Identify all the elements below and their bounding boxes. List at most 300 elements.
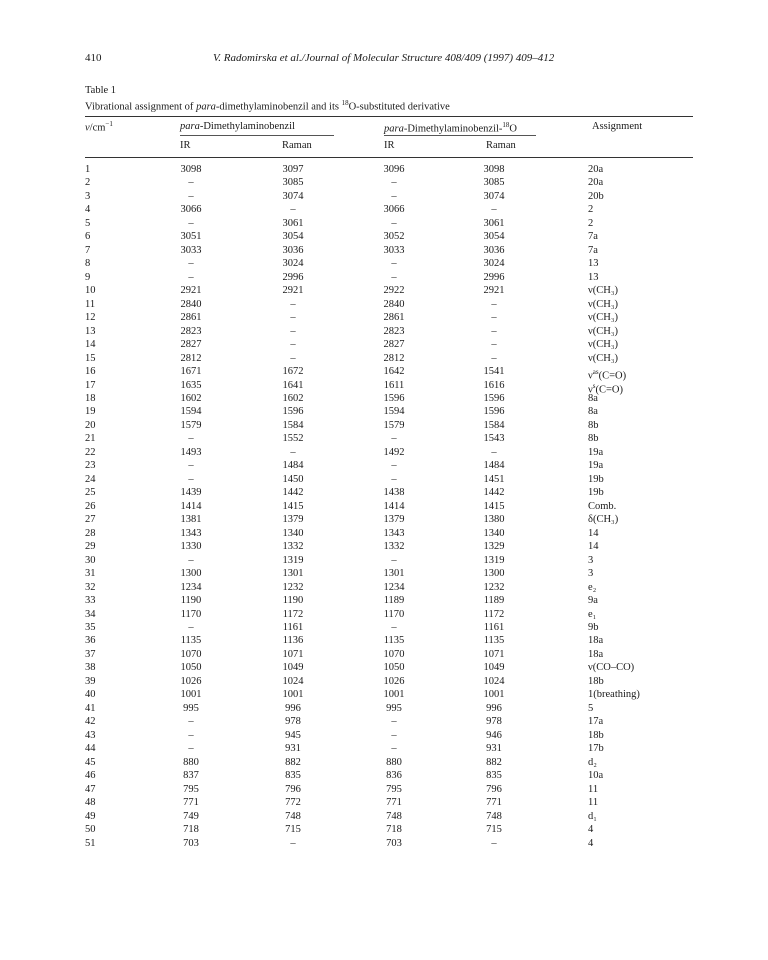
cell-raman-parent: 2996 (282, 271, 304, 283)
cell-ir-labelled: – (391, 729, 397, 741)
cell-raman-labelled: 3098 (483, 164, 505, 175)
cell-raman-labelled: – (491, 204, 497, 216)
cell-ir-parent: 1170 (180, 608, 202, 620)
cell-raman-parent: 978 (285, 716, 301, 728)
cell-ir-labelled: 1379 (383, 514, 405, 526)
cell-raman-labelled: 1616 (483, 379, 505, 391)
cell-row-number: 1 (85, 164, 91, 175)
cell-assignment: 11 (588, 783, 599, 795)
cell-raman-labelled: 3036 (483, 244, 505, 256)
cell-assignment: 13 (588, 258, 599, 270)
cell-ir-labelled: 1234 (383, 581, 405, 593)
cell-row-number: 50 (85, 824, 96, 836)
cell-raman-labelled: 771 (486, 797, 502, 809)
cell-row-number: 23 (85, 460, 96, 472)
cell-assignment: e₁ (588, 608, 597, 620)
cell-ir-parent: 1070 (180, 648, 202, 660)
cell-raman-labelled: 882 (486, 756, 502, 768)
cell-assignment: 4 (588, 824, 594, 836)
cell-row-number: 3 (85, 190, 91, 202)
cell-raman-labelled: 1329 (483, 541, 505, 553)
cell-row-number: 51 (85, 837, 96, 849)
cell-ir-parent: 3033 (180, 244, 202, 256)
cell-raman-labelled: 1596 (483, 392, 505, 404)
cell-ir-labelled: 1414 (383, 500, 405, 512)
cell-raman-parent: 3054 (282, 231, 304, 243)
cell-assignment: ν(CH₃) (588, 312, 618, 324)
cell-assignment: 17a (588, 716, 604, 728)
cell-raman-labelled: 3054 (483, 231, 505, 243)
cell-raman-labelled: – (491, 312, 497, 324)
cell-raman-labelled: 1049 (483, 662, 505, 674)
cell-ir-labelled: – (391, 217, 397, 229)
cell-ir-parent: 1026 (180, 675, 202, 687)
cell-row-number: 47 (85, 783, 96, 795)
cell-raman-parent: 1596 (282, 406, 304, 418)
cell-ir-labelled: 1492 (383, 446, 405, 458)
cell-raman-labelled: 715 (486, 824, 502, 836)
cell-ir-parent: – (188, 190, 194, 202)
cell-assignment: 20a (588, 164, 604, 175)
cell-ir-labelled: 836 (386, 770, 402, 782)
cell-row-number: 22 (85, 446, 96, 458)
cell-raman-parent: 3097 (282, 164, 304, 175)
cell-raman-parent: 1024 (282, 675, 304, 687)
cell-raman-parent: 882 (285, 756, 301, 768)
col-group-labelled: para-Dimethylaminobenzil-$^{18}$O (384, 121, 517, 135)
table-caption (85, 84, 450, 114)
cell-ir-labelled: – (391, 271, 397, 283)
cell-assignment: 19a (588, 460, 604, 472)
cell-ir-parent: 1381 (180, 514, 202, 526)
group-rule-labelled (384, 135, 536, 136)
cell-ir-parent: 2921 (180, 285, 202, 297)
cell-assignment: δ(CH₃) (588, 514, 619, 526)
cell-raman-labelled: 1596 (483, 406, 505, 418)
cell-row-number: 25 (85, 487, 96, 499)
cell-assignment: $\nu^s(C=O)$ (588, 381, 623, 396)
cell-ir-parent: 718 (183, 824, 199, 836)
cell-assignment: 8a (588, 406, 598, 418)
cell-ir-labelled: 1170 (383, 608, 405, 620)
cell-raman-labelled: 1319 (483, 554, 505, 566)
cell-ir-parent: 995 (183, 702, 199, 714)
cell-row-number: 48 (85, 797, 96, 809)
cell-raman-parent: 1641 (282, 379, 304, 391)
cell-ir-labelled: 1343 (383, 527, 405, 539)
cell-ir-labelled: 1026 (383, 675, 405, 687)
cell-ir-parent: – (188, 729, 194, 741)
cell-ir-labelled: 795 (386, 783, 402, 795)
cell-assignment: 2 (588, 217, 594, 229)
cell-raman-labelled: – (491, 352, 497, 364)
cell-assignment: 7a (588, 231, 598, 243)
cell-assignment: 18a (588, 635, 604, 647)
cell-raman-parent: 1001 (282, 689, 304, 701)
cell-row-number: 6 (85, 231, 91, 243)
cell-row-number: 20 (85, 419, 96, 431)
cell-assignment: d₂ (588, 756, 597, 768)
cell-raman-labelled: 3061 (483, 217, 505, 229)
cell-row-number: 44 (85, 743, 96, 755)
cell-assignment: 19b (588, 473, 604, 485)
cell-row-number: 18 (85, 392, 96, 404)
cell-ir-parent: 1493 (180, 446, 202, 458)
cell-ir-parent: 1671 (180, 366, 202, 378)
cell-ir-parent: 1594 (180, 406, 202, 418)
cell-raman-labelled: 1001 (483, 689, 505, 701)
cell-row-number: 13 (85, 325, 96, 337)
cell-raman-parent: – (290, 204, 296, 216)
cell-ir-labelled: 718 (386, 824, 402, 836)
cell-ir-parent: 1414 (180, 500, 202, 512)
cell-ir-labelled: – (391, 258, 397, 270)
cell-ir-labelled: 3033 (383, 244, 405, 256)
cell-assignment: 20a (588, 177, 604, 189)
cell-raman-labelled: 1161 (483, 621, 505, 633)
cell-ir-parent: 3098 (180, 164, 202, 175)
cell-raman-parent: 1584 (282, 419, 304, 431)
cell-raman-parent: 772 (285, 797, 301, 809)
cell-ir-parent: 880 (183, 756, 199, 768)
cell-raman-labelled: 1300 (483, 568, 505, 580)
col-header-raman-labelled: Raman (486, 140, 516, 151)
cell-row-number: 15 (85, 352, 96, 364)
cell-ir-labelled: 2840 (383, 298, 405, 310)
cell-ir-labelled: 995 (386, 702, 402, 714)
cell-assignment: 17b (588, 743, 604, 755)
cell-raman-parent: 1049 (282, 662, 304, 674)
cell-row-number: 4 (85, 204, 91, 216)
cell-row-number: 16 (85, 366, 96, 378)
cell-raman-parent: – (290, 325, 296, 337)
cell-ir-labelled: – (391, 621, 397, 633)
cell-ir-parent: – (188, 716, 194, 728)
cell-ir-labelled: 2922 (383, 285, 405, 297)
cell-raman-parent: 1232 (282, 581, 304, 593)
cell-ir-labelled: 1611 (383, 379, 405, 391)
cell-assignment: ν(CH₃) (588, 285, 618, 297)
cell-raman-labelled: 1071 (483, 648, 505, 660)
cell-ir-parent: – (188, 473, 194, 485)
cell-ir-parent: 795 (183, 783, 199, 795)
cell-row-number: 33 (85, 595, 96, 607)
cell-ir-labelled: – (391, 177, 397, 189)
cell-raman-labelled: 1232 (483, 581, 505, 593)
cell-ir-labelled: 1594 (383, 406, 405, 418)
cell-row-number: 39 (85, 675, 96, 687)
cell-assignment: ν(CH₃) (588, 298, 618, 310)
cell-row-number: 8 (85, 258, 91, 270)
cell-row-number: 24 (85, 473, 96, 485)
cell-ir-parent: – (188, 621, 194, 633)
cell-ir-labelled: 3096 (383, 164, 405, 175)
group-rule-parent (180, 135, 334, 136)
cell-ir-parent: 1330 (180, 541, 202, 553)
cell-raman-labelled: – (491, 446, 497, 458)
cell-ir-parent: 703 (183, 837, 199, 849)
cell-assignment: 13 (588, 271, 599, 283)
table-label: Table 1 (85, 85, 117, 96)
page-number: 410 (85, 52, 102, 64)
col-group-parent: para-Dimethylaminobenzil (180, 121, 295, 132)
cell-ir-parent: 1602 (180, 392, 202, 404)
cell-raman-labelled: 2921 (483, 285, 505, 297)
cell-raman-labelled: 1451 (483, 473, 505, 485)
cell-ir-parent: 2827 (180, 339, 202, 351)
cell-raman-parent: 1484 (282, 460, 304, 472)
col-header-ir-labelled: IR (384, 140, 395, 151)
cell-raman-labelled: 3074 (483, 190, 505, 202)
cell-assignment: 20b (588, 190, 604, 202)
cell-raman-parent: 1301 (282, 568, 304, 580)
cell-row-number: 10 (85, 285, 96, 297)
cell-ir-parent: 3051 (180, 231, 202, 243)
cell-assignment: 18b (588, 729, 604, 741)
cell-raman-labelled: 946 (486, 729, 502, 741)
cell-row-number: 7 (85, 244, 91, 256)
cell-raman-parent: 931 (285, 743, 301, 755)
cell-ir-labelled: 3066 (383, 204, 405, 216)
cell-row-number: 29 (85, 541, 96, 553)
cell-raman-parent: 3085 (282, 177, 304, 189)
cell-ir-parent: 771 (183, 797, 199, 809)
cell-assignment: Comb. (588, 500, 617, 512)
cell-row-number: 43 (85, 729, 96, 741)
cell-ir-parent: 1635 (180, 379, 202, 391)
cell-ir-parent: 2840 (180, 298, 202, 310)
cell-raman-labelled: 1484 (483, 460, 505, 472)
cell-raman-parent: 1190 (282, 595, 304, 607)
cell-ir-parent: 2823 (180, 325, 202, 337)
cell-raman-parent: 1319 (282, 554, 304, 566)
cell-ir-labelled: – (391, 433, 397, 445)
cell-ir-labelled: 703 (386, 837, 402, 849)
cell-ir-parent: 1439 (180, 487, 202, 499)
cell-raman-parent: 1602 (282, 392, 304, 404)
cell-raman-labelled: 1442 (483, 487, 505, 499)
cell-ir-parent: 1190 (180, 595, 202, 607)
cell-ir-labelled: 2827 (383, 339, 405, 351)
cell-ir-labelled: – (391, 554, 397, 566)
cell-assignment: 19a (588, 446, 604, 458)
cell-raman-parent: – (290, 339, 296, 351)
cell-raman-parent: 3024 (282, 258, 304, 270)
cell-assignment: 1(breathing) (588, 689, 640, 701)
cell-assignment: 3 (588, 554, 594, 566)
running-header (85, 52, 685, 68)
cell-raman-labelled: 931 (486, 743, 502, 755)
cell-raman-parent: 1379 (282, 514, 304, 526)
cell-ir-parent: – (188, 258, 194, 270)
cell-raman-labelled: 978 (486, 716, 502, 728)
cell-assignment: 18a (588, 648, 604, 660)
cell-raman-labelled: – (491, 325, 497, 337)
cell-raman-parent: 1442 (282, 487, 304, 499)
cell-raman-labelled: 3085 (483, 177, 505, 189)
cell-ir-parent: 1579 (180, 419, 202, 431)
cell-raman-labelled: 1340 (483, 527, 505, 539)
cell-ir-parent: – (188, 217, 194, 229)
cell-ir-labelled: 1070 (383, 648, 405, 660)
cell-assignment: e₂ (588, 581, 597, 593)
col-header-assignment: Assignment (592, 121, 643, 132)
cell-raman-labelled: 1135 (483, 635, 505, 647)
cell-ir-parent: 837 (183, 770, 199, 782)
cell-assignment: $\nu^{as}(C=O)$ (588, 368, 627, 382)
cell-raman-parent: 1136 (282, 635, 304, 647)
cell-raman-labelled: 1380 (483, 514, 505, 526)
cell-raman-parent: 796 (285, 783, 301, 795)
cell-raman-parent: 835 (285, 770, 301, 782)
cell-assignment: 8b (588, 433, 599, 445)
cell-row-number: 17 (85, 379, 96, 391)
cell-raman-labelled: 748 (486, 810, 502, 822)
cell-raman-parent: 1415 (282, 500, 304, 512)
cell-ir-parent: – (188, 554, 194, 566)
cell-ir-parent: 1300 (180, 568, 202, 580)
cell-ir-labelled: 1050 (383, 662, 405, 674)
cell-raman-parent: 996 (285, 702, 301, 714)
cell-assignment: 18b (588, 675, 604, 687)
cell-raman-labelled: 1415 (483, 500, 505, 512)
cell-ir-labelled: – (391, 473, 397, 485)
cell-row-number: 30 (85, 554, 96, 566)
cell-raman-parent: 1340 (282, 527, 304, 539)
cell-raman-parent: – (290, 837, 296, 849)
cell-assignment: 14 (588, 541, 599, 553)
cell-row-number: 12 (85, 312, 96, 324)
cell-ir-labelled: 1135 (383, 635, 405, 647)
cell-row-number: 11 (85, 298, 96, 310)
cell-assignment: ν(CH₃) (588, 352, 618, 364)
cell-ir-parent: – (188, 743, 194, 755)
cell-raman-parent: 1071 (282, 648, 304, 660)
cell-raman-parent: 715 (285, 824, 301, 836)
cell-assignment: 8a (588, 392, 598, 404)
cell-ir-labelled: 771 (386, 797, 402, 809)
cell-row-number: 21 (85, 433, 96, 445)
cell-raman-parent: 1552 (282, 433, 304, 445)
cell-row-number: 31 (85, 568, 96, 580)
cell-assignment: 9a (588, 595, 598, 607)
cell-raman-labelled: 1172 (483, 608, 505, 620)
cell-ir-parent: 1050 (180, 662, 202, 674)
cell-raman-labelled: – (491, 837, 497, 849)
cell-ir-parent: – (188, 271, 194, 283)
cell-row-number: 35 (85, 621, 96, 633)
cell-assignment: 2 (588, 204, 594, 216)
cell-raman-labelled: 1584 (483, 419, 505, 431)
cell-ir-labelled: – (391, 716, 397, 728)
cell-raman-labelled: – (491, 298, 497, 310)
cell-assignment: 7a (588, 244, 598, 256)
cell-ir-labelled: 748 (386, 810, 402, 822)
cell-raman-labelled: 1189 (483, 595, 505, 607)
cell-row-number: 34 (85, 608, 96, 620)
cell-ir-parent: 2861 (180, 312, 202, 324)
cell-raman-labelled: 1543 (483, 433, 505, 445)
col-header-wavenumber: $\nu/cm^{-1}$ (85, 120, 113, 134)
running-title: V. Radomirska et al./Journal of Molecular Structure 408/409 (1997) 409–412 (213, 52, 555, 64)
cell-assignment: d₁ (588, 810, 597, 822)
cell-assignment: ν(CO–CO) (588, 662, 635, 674)
cell-row-number: 49 (85, 810, 96, 822)
cell-raman-parent: – (290, 446, 296, 458)
cell-raman-parent: – (290, 298, 296, 310)
col-header-raman-parent: Raman (282, 140, 312, 151)
cell-raman-labelled: 1541 (483, 366, 505, 378)
cell-row-number: 28 (85, 527, 96, 539)
cell-ir-parent: – (188, 177, 194, 189)
cell-ir-parent: – (188, 460, 194, 472)
cell-ir-labelled: – (391, 190, 397, 202)
cell-row-number: 42 (85, 716, 96, 728)
cell-ir-labelled: 1579 (383, 419, 405, 431)
cell-row-number: 37 (85, 648, 96, 660)
cell-ir-parent: 1234 (180, 581, 202, 593)
cell-assignment: 19b (588, 487, 604, 499)
cell-ir-labelled: 1642 (383, 366, 405, 378)
cell-assignment: 3 (588, 568, 594, 580)
cell-raman-labelled: – (491, 339, 497, 351)
cell-ir-parent: 3066 (180, 204, 202, 216)
cell-row-number: 27 (85, 514, 96, 526)
cell-row-number: 19 (85, 406, 96, 418)
cell-ir-labelled: 1438 (383, 487, 405, 499)
cell-raman-parent: 2921 (282, 285, 304, 297)
cell-raman-parent: 1672 (282, 366, 304, 378)
cell-ir-labelled: 3052 (383, 231, 405, 243)
cell-ir-labelled: 2812 (383, 352, 405, 364)
table-title: Vibrational assignment of para-dimethylaminobenzil and its $^{18}$O-substituted derivative (85, 99, 450, 113)
col-header-ir-parent: IR (180, 140, 191, 151)
cell-ir-labelled: 1596 (383, 392, 405, 404)
cell-raman-parent: – (290, 312, 296, 324)
cell-raman-labelled: 796 (486, 783, 502, 795)
cell-raman-parent: 1172 (282, 608, 304, 620)
cell-assignment: 14 (588, 527, 599, 539)
cell-ir-parent: 1001 (180, 689, 202, 701)
cell-ir-labelled: 1332 (383, 541, 405, 553)
cell-row-number: 41 (85, 702, 96, 714)
cell-row-number: 36 (85, 635, 96, 647)
cell-ir-labelled: – (391, 743, 397, 755)
cell-ir-labelled: 1301 (383, 568, 405, 580)
cell-row-number: 46 (85, 770, 96, 782)
cell-raman-parent: 3036 (282, 244, 304, 256)
cell-raman-parent: – (290, 352, 296, 364)
cell-raman-parent: 748 (285, 810, 301, 822)
cell-assignment: 11 (588, 797, 599, 809)
cell-ir-labelled: 1189 (383, 595, 405, 607)
cell-assignment: ν(CH₃) (588, 339, 618, 351)
cell-ir-parent: 1343 (180, 527, 202, 539)
cell-row-number: 38 (85, 662, 96, 674)
cell-raman-parent: 3061 (282, 217, 304, 229)
cell-ir-parent: 1135 (180, 635, 202, 647)
cell-row-number: 5 (85, 217, 91, 229)
cell-raman-labelled: 996 (486, 702, 502, 714)
cell-row-number: 26 (85, 500, 96, 512)
cell-assignment: 9b (588, 621, 599, 633)
header-bottom-rule (85, 157, 693, 158)
cell-assignment: ν(CH₃) (588, 325, 618, 337)
cell-ir-labelled: 1001 (383, 689, 405, 701)
cell-raman-parent: 1450 (282, 473, 304, 485)
cell-ir-labelled: 2861 (383, 312, 405, 324)
cell-assignment: 10a (588, 770, 604, 782)
